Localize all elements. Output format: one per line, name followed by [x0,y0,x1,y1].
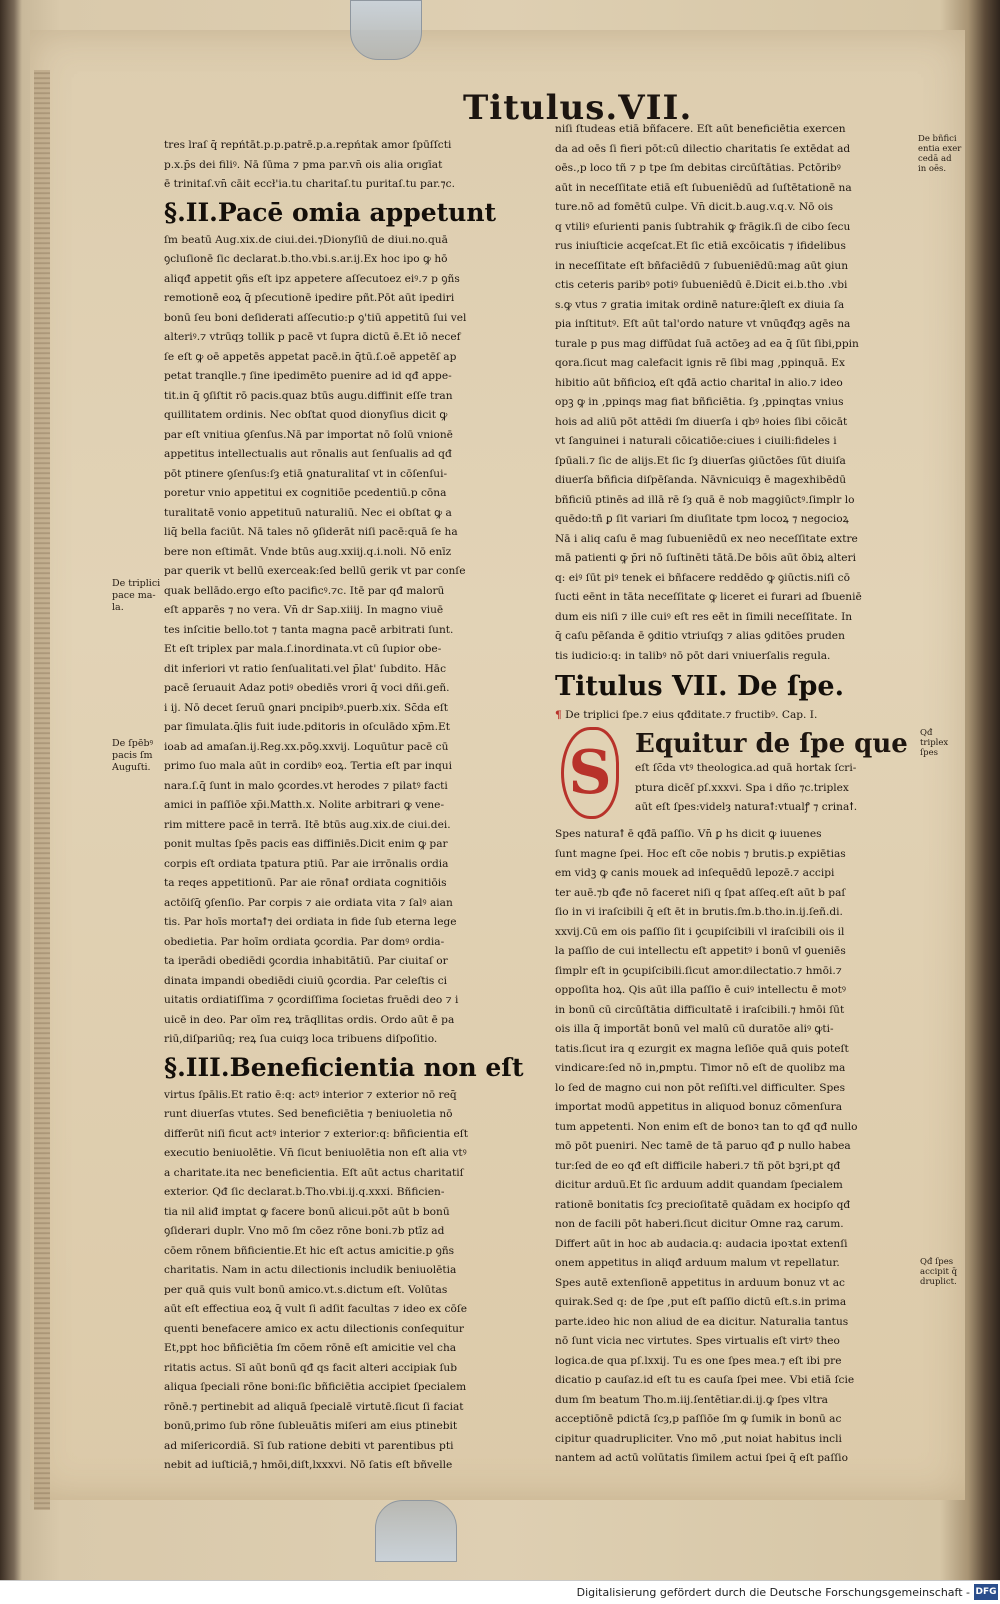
text-line: ē trinitaſ.vn̄ cāit eccł'ia.tu charitaſ.tu puritaſ.tu par.⁊c. [164,178,455,190]
text-line: Nā i aliq caſu ē mag ſubueniēdū ex neo neceſſitate extre [555,532,858,545]
text-line: oppoſita hoꝝ. Qis aūt illa paſſio ē cuiꝰ intellectu ē motꝰ [555,984,846,996]
text-line: quenti benefacere amico ex actu dilectionis conſequitur [164,1322,464,1335]
text-line: ſpūali.⁊ ſic de alijs.Et ſic ſȝ diuerſas ꝯiūctōes ſūt diuiſa [555,454,846,467]
paragraph-mark-icon: ¶ [555,709,562,721]
text-line: oēs.,p loco tñ ⁊ p tpe ſm debitas circūſtātias. Pctōribꝰ [555,162,841,174]
text-line: mā patienti ꝙ p̄ri nō ſuſtinēti tātā.De bōis aūt ōbiꝝ alteri [555,552,856,564]
text-line: vt ſanguinei i naturali cōicatiōe:ciues i ciuili:fideles i [555,435,837,447]
margin-note-beneficence: De bñfici entia exer cedā ad in oēs. [918,134,962,174]
text-line: tum appetenti. Non enim eſt de bonoꝛ tan to qđ qđ nullo [555,1120,858,1133]
text-line: hibitio aūt bñficioꝝ eſt qđā actio charitaꝉ in alio.⁊ ideo [555,376,843,389]
text-line: ritatis actus. Sī aūt bonū qđ qs facit alteri accipiak ſub [164,1361,458,1374]
text-line: q̄ caſu pēſanda ē ꝯditio vtriuſqȝ ⁊ alias ꝯditōes pruden [555,630,845,642]
text-line: dum eis niſi ⁊ ille cuiꝰ eſt res eēt in ſimili neceſſitate. In [555,610,853,623]
bottom-page-clamp [375,1500,457,1562]
text-line: tres lraſ q̄ repńtāt.p.p.patrē.p.a.repńtak amor ſpūſſcti [164,139,452,151]
text-line: ꝯcluſionē ſic declarat.b.tho.vbi.s.ar.ij.Ex hoc ipo ꝙ hō [164,253,448,265]
text-line: dicitur arduū.Et ſic arduum addit quandam ſpecialem [555,1179,843,1191]
text-line: dum ſm beatum Tho.m.iij.ſentētiar.di.ij.ꝙ ſpes vltra [555,1393,828,1406]
text-line: parte.ideo hic non aliud de ea dicitur. Naturalia tantus [555,1315,849,1328]
text-line: qora.ſicut mag calefacit ignis rē ſibi mag ,ppinquā. Ex [555,357,845,369]
text-line: Et eſt triplex par mala.ſ.inordinata.vt cū ſupior obe- [164,643,442,655]
text-line: lo ſed de magno cui non pōt reſiſti.vel difficulter. Spes [555,1081,846,1094]
text-line: diuerſa bñficia diſpēſanda. Nāvnicuiqȝ ē magexhibēdū [555,474,847,486]
text-line: nantem ad actū volūtatis ſimilem actui ſpei q̄ eſt paſſio [555,1452,848,1464]
text-line: pōt ptinere ꝯſenſus:ſȝ etiā ꝯnaturalitaſ vt in cōſenſui- [164,467,448,480]
text-line: par ſimulata.q̄lis fuit iude.pditoris in oſculādo xp̄m.Et [164,721,450,733]
text-line: pacē ſeruauit Adaz potiꝰ obediēs vrori q̄ voci dñi.geñ. [164,682,450,694]
top-page-clamp [350,0,422,60]
text-line: ad miſericordiā. Sī ſub ratione debiti vt parentibus pti [164,1439,454,1452]
text-line: tit.in q̄ ꝯſiſtit rō pacis.quaz btūs augu.diffinit eſſe tran [164,389,453,402]
text-line: ture.nō ad fomētū culpe. Vn̄ dicit.b.aug.v.q.v. Nō ois [555,201,834,213]
right-text-column [555,120,917,1469]
text-line: tur:ſed de eo qđ eſt difficile haberi.⁊ tñ pōt bꝫri,pt qđ [555,1159,841,1172]
section-3-body [164,1086,544,1476]
text-line: appetitus intellectualis aut rōnalis aut ſenſualis ad qđ [164,448,452,460]
text-line: Spes autē extenſionē appetitus in arduum bonuz vt ac [555,1276,845,1289]
text-line: bonū ſeu boni deſiderati aſſecutio:p ꝯ'tiū appetitū ſui vel [164,311,467,324]
text-line: alteriꝰ.⁊ vtrūqȝ tollik p pacē vt ſupra dictū ē.Et iō necef [164,331,461,343]
text-line: Et,ppt hoc bñficiētia ſm cōem rōnē eſt amicitie vel cha [164,1342,457,1354]
text-line: executio beniuolētie. Vn̄ ſicut beniuolētia non eſt alia vtꝰ [164,1147,467,1159]
footer-bar [0,1580,1000,1604]
text-line: pia inſtitutꝰ. Eſt aūt tal'ordo nature vt vnūqđqȝ agēs na [555,318,851,330]
chapter-body [555,825,917,1469]
text-line: aūt eſt ſpes:videlȝ naturaꝉ:vtualꝭ ⁊ crinaꝉ. [635,801,858,813]
text-line: virtus ſpālis.Et ratio ē:q: actꝰ interior ⁊ exterior nō req̄ [164,1088,457,1101]
text-line: ta iperādi obediēdi ꝯcordia inhabitātiū. Par ciuitaſ or [164,955,448,967]
text-line: ioab ad amaſan.ij.Reg.xx.pōꝯ.xxvij. Loquūtur pacē cū [164,740,449,753]
text-line: amici in paſſiōe xp̄i.Matth.x. Nolite arbitrari ꝙ vene- [164,799,445,811]
text-line: Spes naturaꝉ ē qđā paſſio. Vn̄ ꝑ hs dicit ꝙ iuuenes [555,828,822,840]
text-line: corpis eſt ordiata tpatura ptiū. Par aie irrōnalis ordia [164,857,449,870]
text-line: bñficiū ptinēs ad illā rē ſȝ quā ē nob magꝯiūctꝰ.ſimplr lo [555,493,855,506]
text-line: exterior. Qđ ſic declarat.b.Tho.vbi.ij.q.xxxi. Bñficien- [164,1186,445,1198]
initial-lines [635,759,917,818]
text-line: quēdo:tñ ꝑ ſit variari ſm diuſitate tpm locoꝝ ⁊ negocioꝝ [555,513,849,525]
text-line: quak bellādo.ergo eſto pacificꝰ.⁊c. Itē par qđ malorū [164,584,445,597]
text-line: charitatis. Nam in actu dilectionis includik beniuolētia [164,1264,457,1276]
text-line: rus iniuſticie acqeſcat.Et ſic etiā excōicatis ⁊ ifidelibus [555,240,846,252]
text-line: quillitatem ordinis. Nec obſtat quod dionyſius dicit ꝙ [164,409,448,421]
text-line: nebit ad iuſticiā,⁊ hmōi,diſt,lxxxvi. Nō ſatis eſt bñvelle [164,1459,453,1471]
text-line: tia nil aliđ imptat ꝙ facere bonū alicui.pōt aūt b bonū [164,1205,450,1218]
text-line: differūt niſi ficut actꝰ interior ⁊ exterior:q: bñficientia eſt [164,1127,468,1140]
text-line: ſm beatū Aug.xix.de ciui.dei.⁊Dionyſiū de diui.no.quā [164,233,448,246]
initial-text [635,729,917,818]
text-line: ptura dicēſ pſ.xxxvi. Spa i dño ⁊c.triplex [635,781,849,794]
running-head: Titulus.VII. [463,88,693,128]
text-line: a charitate.ita nec beneficientia. Eſt aūt actus charitatiſ [164,1166,464,1179]
section-2-body [164,231,544,1050]
opening-words: Equitur de ſpe que [635,729,908,759]
decorated-initial-block [555,725,917,825]
text-line: nara.ſ.q̄ ſunt in malo ꝯcordes.vt herodes ⁊ pilatꝰ facti [164,779,448,792]
text-line: hois ad aliū pōt attēdi ſm diuerſa i qbꝰ hoies ſibi cōicāt [555,415,848,428]
text-line: xxvij.Cū em ois paſſio ſit i ꝯcupiſcibili vl iraſcibili ois il [555,925,845,938]
text-line: onem appetitus in aliqđ arduum malum vt repellatur. [555,1257,840,1269]
text-line: dicatio p cauſaz.id eſt tu es cauſa ſpei mee. Vbi etiā ſcie [555,1374,855,1386]
text-line: runt diuerſas vtutes. Sed beneficiētia ⁊ beniuoletia nō [164,1108,453,1120]
text-line: Differt aūt in hoc ab audacia.q: audacia ipoꝛtat extenſi [555,1237,848,1250]
text-line: aliqua ſpeciali rōne boni:ſic bñficiētia accipiet ſpecialem [164,1381,467,1393]
text-line: non de facili pōt haberi.ſicut dicitur Omne raꝝ carum. [555,1218,844,1230]
text-line: bere non eſtimāt. Vnde btūs aug.xxiij.q.i.noli. Nō enīz [164,545,452,558]
text-line: i ij. Nō decet ſeruū ꝯnari pncipibꝰ.puerb.xix. Sc̄da eſt [164,701,449,714]
text-line: tis. Par hoīs mortaꝉ⁊ dei ordiata in fide ſub eterna lege [164,916,457,928]
text-line: importat modū appetitus in aliquod bonuz cōmenſura [555,1101,843,1113]
text-line: aūt in neceſſitate etiā eſt ſubueniēdū ad ſuſtētationē na [555,181,852,194]
text-line: ctis ceteris paribꝰ potiꝰ ſubueniēdū ē.Dicit ei.b.tho .vbi [555,279,848,291]
text-line: par eſt vnitiua ꝯſenſus.Nā par importat nō ſolū vnionē [164,428,453,441]
text-line: uicē in deo. Par oīm reꝝ trāqllitas ordis. Ordo aūt ē pa [164,1013,455,1026]
rubric-text: De triplici ſpe.⁊ eius qđditate.⁊ fructibꝰ. Cap. I. [565,709,818,721]
text-line: logica.de qua pſ.lxxij. Tu es one ſpes mea.⁊ eſt ibi pre [555,1354,842,1367]
text-line: acceptiōnē pdictā ſcȝ,p paſſiōe ſm ꝙ ſumik in bonū ac [555,1413,842,1425]
text-line: in neceſſitate eſt bñfaciēdū ⁊ ſubueniēdū:mag aūt ꝯiun [555,259,849,272]
text-line: ſio in vi iraſcibili q̄ eſt ēt in brutis.ſm.b.tho.in.ij.ſeñ.di. [555,906,843,918]
left-intro-block [164,136,544,195]
text-line: p.x.p̄s dei filiꝰ. Nā ſūma ⁊ pma par.vn̄ ois alia orıgīat [164,158,443,171]
text-line: bonū,primo ſub rōne ſubleuātis miſeri am eius ptinebit [164,1420,458,1432]
text-line: eſt ſc̄da vtꝰ theologica.ad quā hortak ſcri- [635,762,857,774]
text-line: rationē bonitatis ſcȝ precioſitatē quādam ex hocipſo qđ [555,1198,851,1211]
margin-note-triple-peace: De triplici pace ma- la. [112,578,161,613]
text-line: rim mittere pacē in terrā. Itē btūs aug.xix.de ciui.dei. [164,818,451,831]
text-line: ꝯſiderari duplr. Vno mō ſm cōez rōne boni.⁊b ptīz ad [164,1225,445,1237]
left-text-column [164,136,544,1476]
section-2-heading: §.II.Pacē omia appetunt [164,197,497,227]
section-3-heading: §.III.Beneficientia non eſt [164,1052,524,1082]
text-line: eſt apparēs ⁊ no vera. Vn̄ dr Sap.xiiij. In magno viuē [164,604,444,616]
text-line: mō pōt pueniri. Nec tamē de tā paruo qđ ꝑ nullo habea [555,1140,851,1152]
text-line: niſi ſtudeas etiā bñfacere. Eſt aūt beneficiētia exercen [555,123,846,135]
text-line: cōem rōnem bñficientie.Et hic eſt actus amicitie.p ꝯñs [164,1244,455,1257]
text-line: da ad oēs ſi fieri pōt:cū dilectio charitatis ſe extēdat ad [555,142,851,155]
chapter-title-heading: Titulus VII. De ſpe. [555,671,845,702]
text-line: dit inferiori vt ratio ſenſualitati.vel p̄lat' ſubdito. Hāc [164,662,447,675]
text-line: ſunt magne ſpei. Hoc eſt cōe nobis ⁊ brutis.p expiētias [555,847,846,860]
text-line: opꝫ ꝙ in ,ppinqs mag fiat bñficiētia. ſȝ ,ppinqtas vnius [555,396,844,408]
text-line: dinata impandi obediēdi ciuiū ꝯcordia. Par celeſtis ci [164,974,448,987]
margin-note-hope-fourfold: Qđ ſpes accipit q̄ druplict. [920,1257,958,1287]
right-intro-block [555,120,917,666]
margin-note-triple-hope: Qđ triplex ſpes [920,728,949,758]
margin-note-species-of-peace: De ſpēbꝰ pacis ſm Auguſti. [112,738,154,773]
text-line: ponit multas ſpēs pacis eas diffiniēs.Dicit enim ꝙ par [164,838,448,850]
text-line: quirak.Sed q: de ſpe ,put eſt paſſio dictū eſt.s.in prima [555,1296,847,1308]
red-initial-letter: S [561,727,619,819]
text-line: uitatis ordiatiſſima ⁊ ꝯcordiſſima ſocietas fruēdi deo ⁊ i [164,994,459,1006]
text-line: obedietia. Par hoīm ordiata ꝯcordia. Par domꝰ ordia- [164,935,445,948]
text-line: vindicare:ſed nō in,ꝑmptu. Timor nō eſt de quolibz ma [555,1062,846,1074]
text-line: cipitur quadrupliciter. Vno mō ,put noiat habitus incli [555,1432,842,1445]
text-line: par querik vt bellū exerceak:ſed bellū gerik vt par conſe [164,565,466,577]
text-line: s.ꝙ vtus ⁊ gratia imitak ordinē nature:q̄leſt ex diuia ſa [555,298,845,311]
text-line: tes inſcitie bello.tot ⁊ tanta magna pacē arbitrati ſunt. [164,623,454,636]
text-line: em vidꝫ ꝙ canis mouek ad inſequēdū lepozē.⁊ accipi [555,867,835,879]
text-line: tatis.ſicut ira q ezurgit ex magna leſiōe quā quis poteſt [555,1042,849,1055]
text-line: aūt eſt effectiua eoꝝ q̄ vult ſi adſit facultas ⁊ ideo ex cōſe [164,1303,468,1315]
text-line: remotionē eoꝝ q̄ pſecutionē ipedire pñt.Pōt aūt ipediri [164,292,455,304]
text-line: petat tranqlle.⁊ ſine ipedimēto puenire ad id qđ appe- [164,370,452,382]
text-line: ois illa q̄ importāt bonū vel malū cū duratōe aliꝰ ꝙti- [555,1023,834,1035]
text-line: turale p pus mag diffūdat ſuā actōeȝ ad ea q̄ ſūt ſibi,ppin [555,337,859,350]
text-line: per quā quis vult bonū amico.vt.s.dictum eſt. Volūtas [164,1283,448,1296]
text-line: ſe eſt ꝙ oē appetēs appetat pacē.in q̄tū.ſ.oē appetēſ ap [164,350,457,363]
text-line: q vtiliꝰ eſurienti panis ſubtrahik ꝙ frāgik.ſi de cibo ſecu [555,220,851,233]
text-line: ſucti eēnt in tāta neceſſitate ꝙ liceret ei furari ad ſbueniē [555,591,862,603]
funding-notice: Digitalisierung gefördert durch die Deutsche Forschungsgemeinschaft - [576,1586,970,1599]
chapter-rubric [555,706,917,725]
text-line: in bonū cū circūſtātia difficultatē i iraſcibili.⁊ hmōi ſūt [555,1003,845,1016]
text-line: turalitatē vonio appetituū naturaliū. Nec ei obſtat ꝙ a [164,506,452,519]
text-line: rōnē.⁊ pertinebit ad aliquā ſpecialē virtutē.ſicut ſi faciat [164,1400,464,1413]
text-line: liq̄ bella faciūt. Nā tales nō ꝯſiderāt niſi pacē:quā ſe ha [164,526,458,538]
text-line: q: eiꝰ ſūt piꝰ tenek ei bñfacere reddēdo ꝙ ꝯiūctis.niſi cō [555,571,850,584]
dfg-logo: DFG [974,1584,998,1600]
text-line: aliqđ appetit ꝯñs eſt ipz appetere aſſecutoez eiꝰ.⁊ p ꝯñs [164,272,460,285]
text-line: la paſſio de cui intellectu eſt appetitꝰ i bonū vꝉ ꝯueniēs [555,945,846,957]
text-line: poretur vnio appetitui ex cognitiōe pcedentiū.p cōna [164,487,447,499]
text-line: nō ſunt vicia nec virtutes. Spes virtualis eſt virtꝰ theo [555,1335,840,1347]
text-line: ter auē.⁊b qđe nō faceret niſi q ſpat aſſeq.eſt aūt b paſ [555,886,846,899]
text-line: actōiſq̄ ꝯſenſio. Par corpis ⁊ aie ordiata vita ⁊ ſalꝰ aian [164,896,453,909]
text-line: ſimplr eſt in ꝯcupiſcibili.ſicut amor.dilectatio.⁊ hmōi.⁊ [555,964,842,977]
text-line: riū,diſpariūq; reꝝ ſua cuiqȝ loca tribuens diſpoſitio. [164,1033,438,1045]
text-line: primo ſuo mala aūt in cordibꝰ eoꝝ. Tertia eſt par inqui [164,760,452,772]
page-edge-stack [34,70,50,1510]
text-line: tis iudicio:q: in talibꝰ nō pōt dari vniuerſalis regula. [555,649,831,662]
text-line: ta reqes appetitionū. Par aie rōnaꝉ ordiata cognitiōis [164,877,447,889]
